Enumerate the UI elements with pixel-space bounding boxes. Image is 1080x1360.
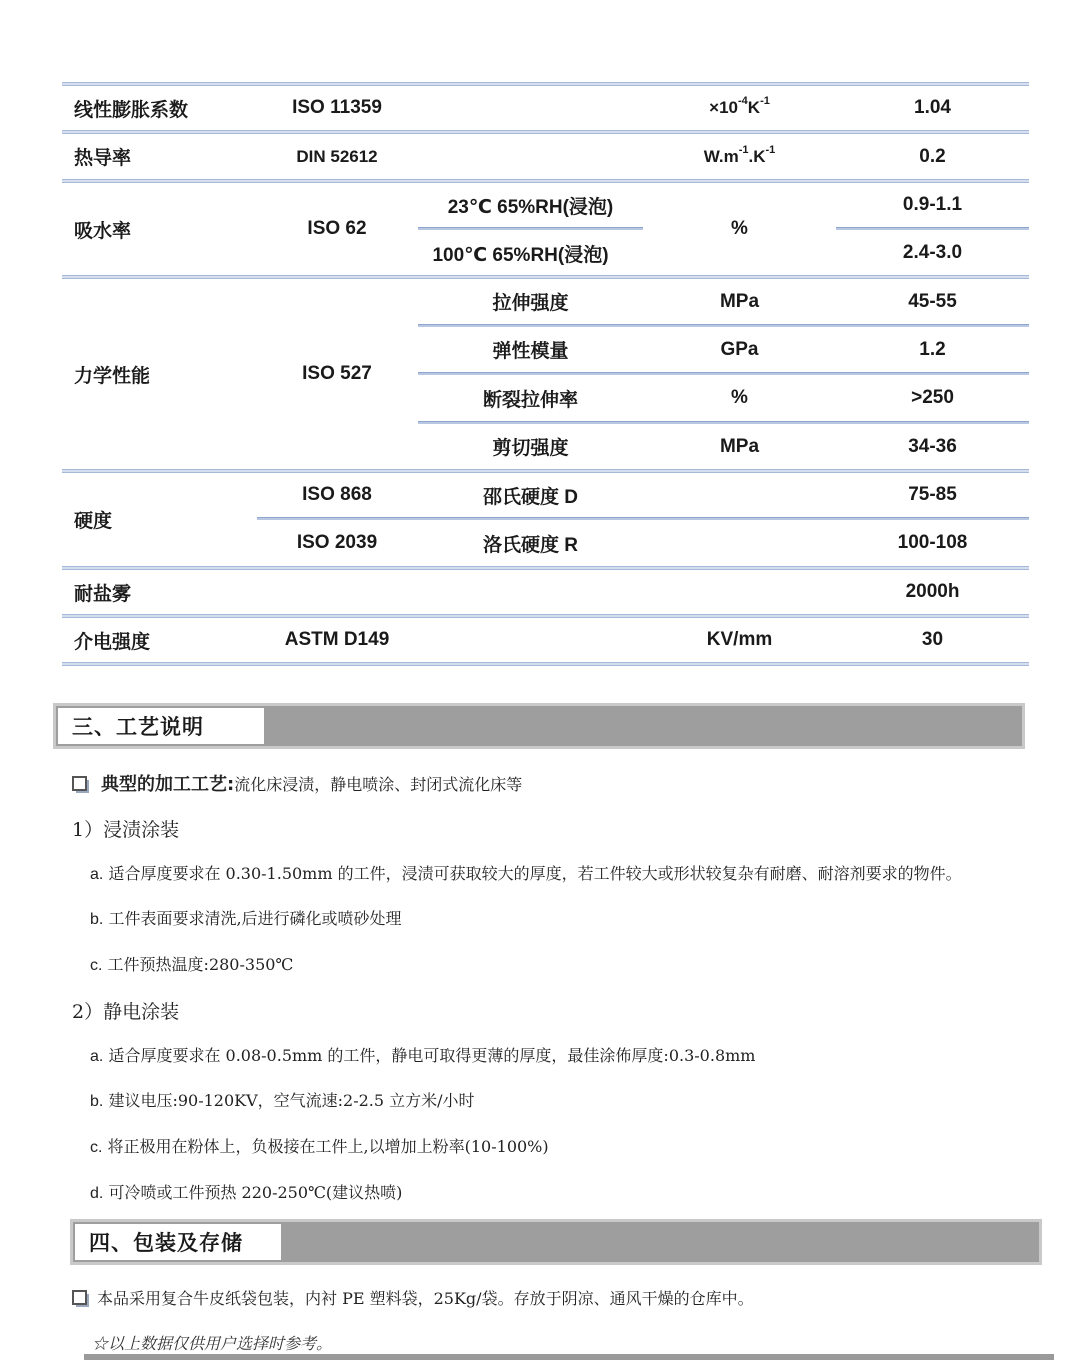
unit-base: ×10 bbox=[709, 98, 738, 117]
row-thermal-name: 热导率 bbox=[74, 147, 132, 169]
unit-exponent: -4 bbox=[738, 95, 748, 107]
bottom-rule bbox=[84, 1354, 1054, 1360]
row-linear-value: 1.04 bbox=[914, 97, 951, 118]
row-thermal-unit bbox=[643, 134, 836, 179]
section3-lead bbox=[72, 770, 522, 796]
row-diel-standard: ASTM D149 bbox=[284, 629, 390, 650]
row-diel-unit: KV/mm bbox=[706, 629, 773, 650]
row-thermal-value: 0.2 bbox=[919, 145, 946, 167]
mech-unit: GPa bbox=[720, 338, 759, 360]
sub-heading-electrostatic: 2）静电涂装 bbox=[72, 1001, 180, 1023]
unit-base: W.m bbox=[703, 146, 739, 166]
item-mark: b. bbox=[90, 911, 104, 928]
row-mech-name: 力学性能 bbox=[74, 364, 151, 387]
table-rule bbox=[836, 227, 1029, 230]
mech-prop: 剪切强度 bbox=[492, 438, 569, 459]
mech-value: 1.2 bbox=[919, 338, 946, 360]
packaging-text: 本品采用复合牛皮纸袋包装，内衬 PE 塑料袋，25Kg/袋。存放于阴凉、通风干燥的仓库中。 bbox=[97, 1289, 754, 1308]
row-water-standard: ISO 62 bbox=[307, 218, 367, 239]
lead-label: 典型的加工工艺: bbox=[101, 774, 235, 795]
item-text: 将正极用在粉体上，负极接在工件上,以增加上粉率(10-100%) bbox=[107, 1137, 549, 1156]
row-hard-prop-2: 洛氏硬度 R bbox=[482, 534, 578, 556]
lead-text: 流化床浸渍，静电喷涂、封闭式流化床等 bbox=[234, 775, 523, 794]
list-item bbox=[90, 1088, 475, 1111]
list-item bbox=[90, 906, 402, 929]
list-item bbox=[90, 952, 293, 975]
row-water-condition-1: 23℃ 65%RH(浸泡) bbox=[447, 196, 614, 218]
item-text: 适合厚度要求在 0.08-0.5mm 的工件，静电可取得更薄的厚度，最佳涂佈厚度:0.3-0.8mm bbox=[108, 1046, 756, 1065]
row-water-value-2: 2.4-3.0 bbox=[902, 242, 963, 263]
item-text: 适合厚度要求在 0.30-1.50mm 的工件，浸渍可获取较大的厚度，若工件较大或形状较复杂有耐磨、耐溶剂要求的物件。 bbox=[108, 864, 962, 883]
row-water-unit: % bbox=[731, 218, 748, 239]
mech-prop: 拉伸强度 bbox=[492, 293, 569, 314]
mech-unit: MPa bbox=[719, 435, 760, 457]
section4-header bbox=[70, 1219, 1042, 1265]
unit-kelvin: .K bbox=[748, 146, 766, 166]
row-salt-value: 2000h bbox=[905, 581, 960, 602]
mech-unit: % bbox=[731, 387, 748, 408]
mech-prop: 弹性模量 bbox=[492, 341, 569, 362]
unit-exponent: -1 bbox=[760, 95, 770, 107]
list-item bbox=[90, 1043, 755, 1066]
item-text: 工件预热温度:280-350℃ bbox=[107, 955, 294, 974]
row-hard-prop-1: 邵氏硬度 D bbox=[482, 486, 578, 508]
item-text: 建议电压:90-120KV，空气流速:2-2.5 立方米/小时 bbox=[108, 1091, 475, 1110]
row-hard-value-2: 100-108 bbox=[897, 532, 968, 553]
row-water-condition-2: 100℃ 65%RH(浸泡) bbox=[432, 244, 609, 266]
row-linear-unit bbox=[643, 86, 836, 130]
row-water-name: 吸水率 bbox=[74, 219, 132, 242]
item-mark: a. bbox=[90, 1048, 104, 1065]
section4-title: 四、包装及存储 bbox=[75, 1224, 281, 1260]
row-linear-standard: ISO 11359 bbox=[292, 97, 382, 118]
reference-note: ☆以上数据仅供用户选择时参考。 bbox=[92, 1334, 333, 1353]
row-hard-value-1: 75-85 bbox=[908, 484, 957, 505]
row-thermal-standard: DIN 52612 bbox=[296, 146, 378, 166]
unit-exponent: -1 bbox=[765, 143, 776, 156]
mech-unit: MPa bbox=[719, 290, 760, 312]
mech-prop: 断裂拉伸率 bbox=[482, 389, 578, 411]
section4-text bbox=[72, 1286, 754, 1309]
checkbox-bullet-icon bbox=[72, 776, 87, 791]
list-item bbox=[90, 1134, 549, 1157]
item-text: 工件表面要求清洗,后进行磷化或喷砂处理 bbox=[108, 909, 402, 928]
item-text: 可冷喷或工件预热 220-250℃(建议热喷) bbox=[108, 1183, 403, 1202]
unit-kelvin: K bbox=[747, 98, 761, 117]
mech-value: 34-36 bbox=[908, 435, 957, 457]
mech-value: 45-55 bbox=[908, 290, 957, 312]
list-item bbox=[90, 861, 962, 884]
item-mark: b. bbox=[90, 1093, 104, 1110]
row-salt-name: 耐盐雾 bbox=[74, 582, 132, 605]
checkbox-bullet-icon bbox=[72, 1290, 87, 1305]
item-mark: a. bbox=[90, 866, 104, 883]
mech-value: >250 bbox=[911, 387, 954, 408]
sub-heading-dip: 1）浸渍涂装 bbox=[72, 819, 180, 841]
table-rule bbox=[62, 662, 1029, 666]
row-mech-standard: ISO 527 bbox=[302, 363, 372, 384]
list-item bbox=[90, 1180, 402, 1203]
item-mark: c. bbox=[90, 957, 103, 974]
item-mark: d. bbox=[90, 1185, 104, 1202]
section3-header bbox=[53, 703, 1025, 749]
row-hard-name: 硬度 bbox=[74, 510, 113, 532]
section3-title: 三、工艺说明 bbox=[58, 708, 264, 744]
item-mark: c. bbox=[90, 1139, 103, 1156]
row-water-value-1: 0.9-1.1 bbox=[902, 194, 963, 215]
row-linear-name: 线性膨胀系数 bbox=[74, 98, 189, 121]
unit-exponent: -1 bbox=[738, 143, 749, 156]
row-hard-standard-2: ISO 2039 bbox=[296, 532, 378, 553]
row-diel-name: 介电强度 bbox=[74, 630, 151, 653]
row-diel-value: 30 bbox=[921, 629, 944, 650]
table-rule bbox=[418, 227, 643, 230]
row-hard-standard-1: ISO 868 bbox=[302, 484, 372, 505]
